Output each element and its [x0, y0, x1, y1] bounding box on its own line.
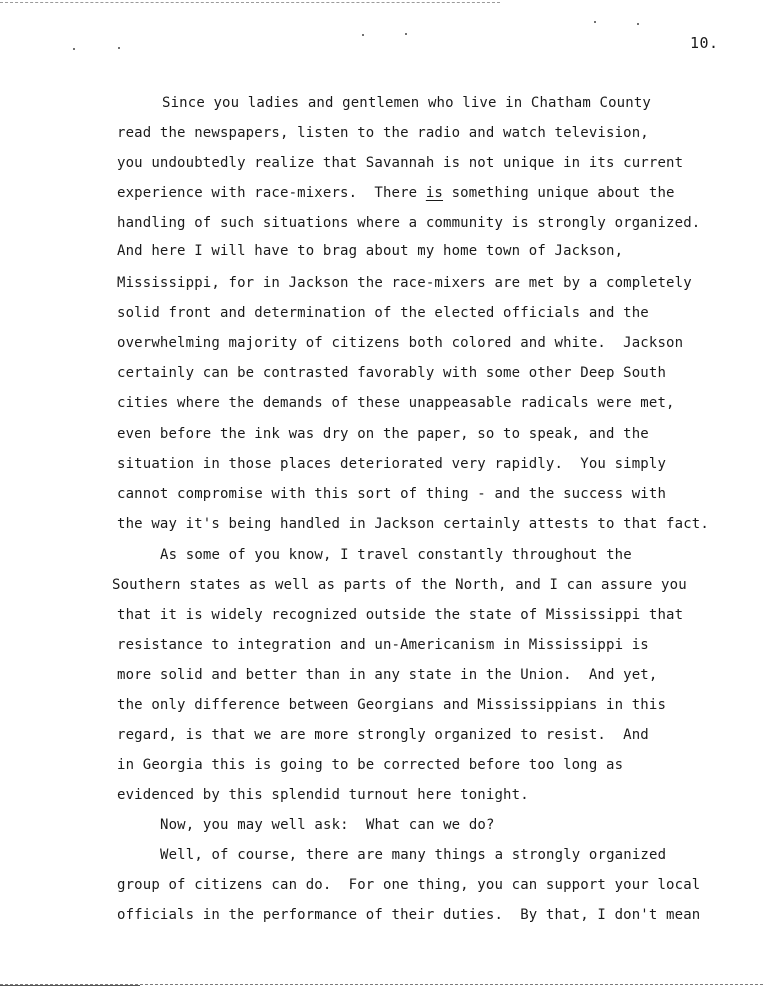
bottom-edge-rule-solid: [0, 985, 140, 986]
text-line: Southern states as well as parts of the North, and I can assure you: [112, 577, 687, 593]
text-line: read the newspapers, listen to the radio and watch television,: [117, 125, 649, 141]
text-line: officials in the performance of their duties. By that, I don't mean: [117, 907, 701, 923]
text-line: regard, is that we are more strongly organized to resist. And: [117, 727, 649, 743]
text-line: evidenced by this splendid turnout here tonight.: [117, 787, 529, 803]
text-line: you undoubtedly realize that Savannah is not unique in its current: [117, 155, 684, 171]
text-line: solid front and determination of the elected officials and the: [117, 305, 649, 321]
text-line: the only difference between Georgians and Mississippians in this: [117, 697, 667, 713]
scan-speck: [405, 33, 407, 35]
text-line: And here I will have to brag about my home town of Jackson,: [117, 243, 624, 259]
text-line: cities where the demands of these unappeasable radicals were met,: [117, 395, 675, 411]
text-line: more solid and better than in any state in the Union. And yet,: [117, 667, 658, 683]
scan-speck: [637, 23, 639, 25]
text-line: group of citizens can do. For one thing, you can support your local: [117, 877, 701, 893]
text-line: situation in those places deteriorated very rapidly. You simply: [117, 456, 667, 472]
text-line: certainly can be contrasted favorably with some other Deep South: [117, 365, 667, 381]
text-line: overwhelming majority of citizens both colored and white. Jackson: [117, 335, 684, 351]
text-line: even before the ink was dry on the paper, so to speak, and the: [117, 426, 649, 442]
underlined-word: is: [425, 185, 444, 201]
text-line: Mississippi, for in Jackson the race-mixers are met by a completely: [117, 275, 692, 291]
text-line: As some of you know, I travel constantly throughout the: [160, 547, 632, 563]
text-line: resistance to integration and un-Americanism in Mississippi is: [117, 637, 649, 653]
scan-speck: [118, 47, 120, 49]
text-line: Now, you may well ask: What can we do?: [160, 817, 495, 833]
scan-speck: [594, 21, 596, 23]
text-line: experience with race-mixers. There is something unique about the: [117, 185, 675, 201]
text-line: the way it's being handled in Jackson certainly attests to that fact.: [117, 516, 709, 532]
text-line: Well, of course, there are many things a strongly organized: [160, 847, 667, 863]
text-line: that it is widely recognized outside the state of Mississippi that: [117, 607, 684, 623]
text-line: cannot compromise with this sort of thing - and the success with: [117, 486, 667, 502]
text-line: Since you ladies and gentlemen who live in Chatham County: [162, 95, 651, 111]
text-line: handling of such situations where a community is strongly organized.: [117, 215, 701, 231]
page-number: 10.: [690, 34, 719, 52]
text-line: in Georgia this is going to be corrected before too long as: [117, 757, 624, 773]
scan-speck: [73, 48, 75, 50]
scan-speck: [362, 34, 364, 36]
top-edge-rule: [0, 2, 500, 3]
